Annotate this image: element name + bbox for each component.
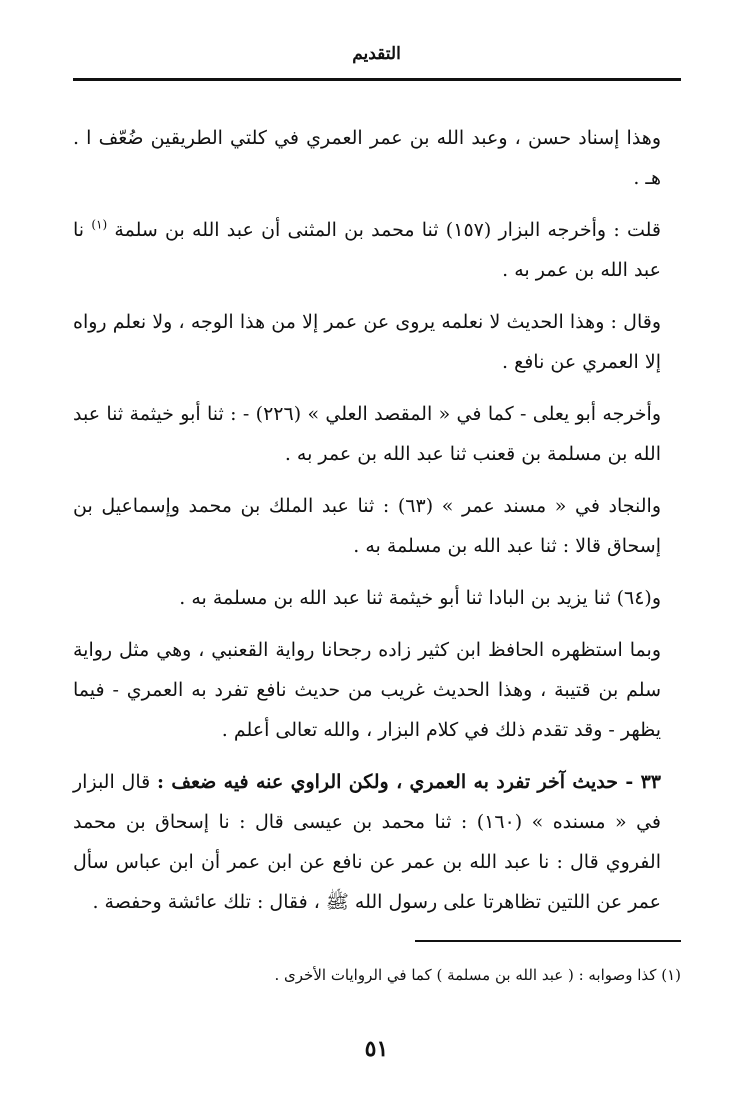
paragraph-8-text: قال البزار في « مسنده » (١٦٠) : ثنا محمد بن عيسى قال : نا إسحاق بن محمد الفروي قال : نا عبد الله بن عمر عن نافع عن ابن عمر أن ابن عباس سأل عمر عن اللتين تظاهرتا على رسول الله ﷺ ، فقال : تلك عائشة وحفصة . xyxy=(73,771,662,913)
paragraph-5: والنجاد في « مسند عمر » (٦٣) : ثنا عبد الملك بن محمد وإسماعيل بن إسحاق قالا : ثنا عبد الله بن مسلمة به . xyxy=(73,495,661,557)
hadith-heading: ٣٣ - حديث آخر تفرد به العمري ، ولكن الراوي عنه فيه ضعف : xyxy=(156,771,661,793)
page-number: ٥١ xyxy=(364,1036,389,1062)
footnote-divider xyxy=(415,940,681,942)
paragraph-1: وهذا إسناد حسن ، وعبد الله بن عمر العمري في كلتي الطريقين ضُعّف ا . هـ . xyxy=(73,127,661,189)
page-header-title: التقديم xyxy=(352,44,401,64)
paragraph-2-tail: نا عبد الله بن عمر به . xyxy=(73,219,661,281)
header-divider xyxy=(73,78,681,81)
paragraph-3: وقال : وهذا الحديث لا نعلمه يروى عن عمر إلا من هذا الوجه ، ولا نعلم رواه إلا العمري عن نافع . xyxy=(73,311,661,373)
page-body xyxy=(73,118,681,934)
paragraph-2 xyxy=(73,210,681,290)
paragraph-4: وأخرجه أبو يعلى - كما في « المقصد العلي » (٢٢٦) - : ثنا أبو خيثمة ثنا عبد الله بن مسلمة بن قعنب ثنا عبد الله بن عمر به . xyxy=(73,403,662,465)
paragraph-6: و(٦٤) ثنا يزيد بن البادا ثنا أبو خيثمة ثنا عبد الله بن مسلمة به . xyxy=(179,587,661,609)
paragraph-8 xyxy=(73,762,681,922)
footnote: (١) كذا وصوابه : ( عبد الله بن مسلمة ) كما في الروايات الأخرى . xyxy=(274,966,681,984)
paragraph-7: وبما استظهره الحافظ ابن كثير زاده رجحانا رواية القعنبي ، وهي مثل رواية سلم بن قتيبة ، وهذا الحديث غريب من حديث نافع تفرد به العمري - فيما يظهر - وقد تقدم ذلك في كلام البزار ، والله تعالى أعلم . xyxy=(73,639,661,741)
footnote-marker[interactable]: (١) xyxy=(91,217,108,232)
paragraph-2-text: قلت : وأخرجه البزار (١٥٧) ثنا محمد بن المثنى أن عبد الله بن سلمة xyxy=(114,219,662,241)
